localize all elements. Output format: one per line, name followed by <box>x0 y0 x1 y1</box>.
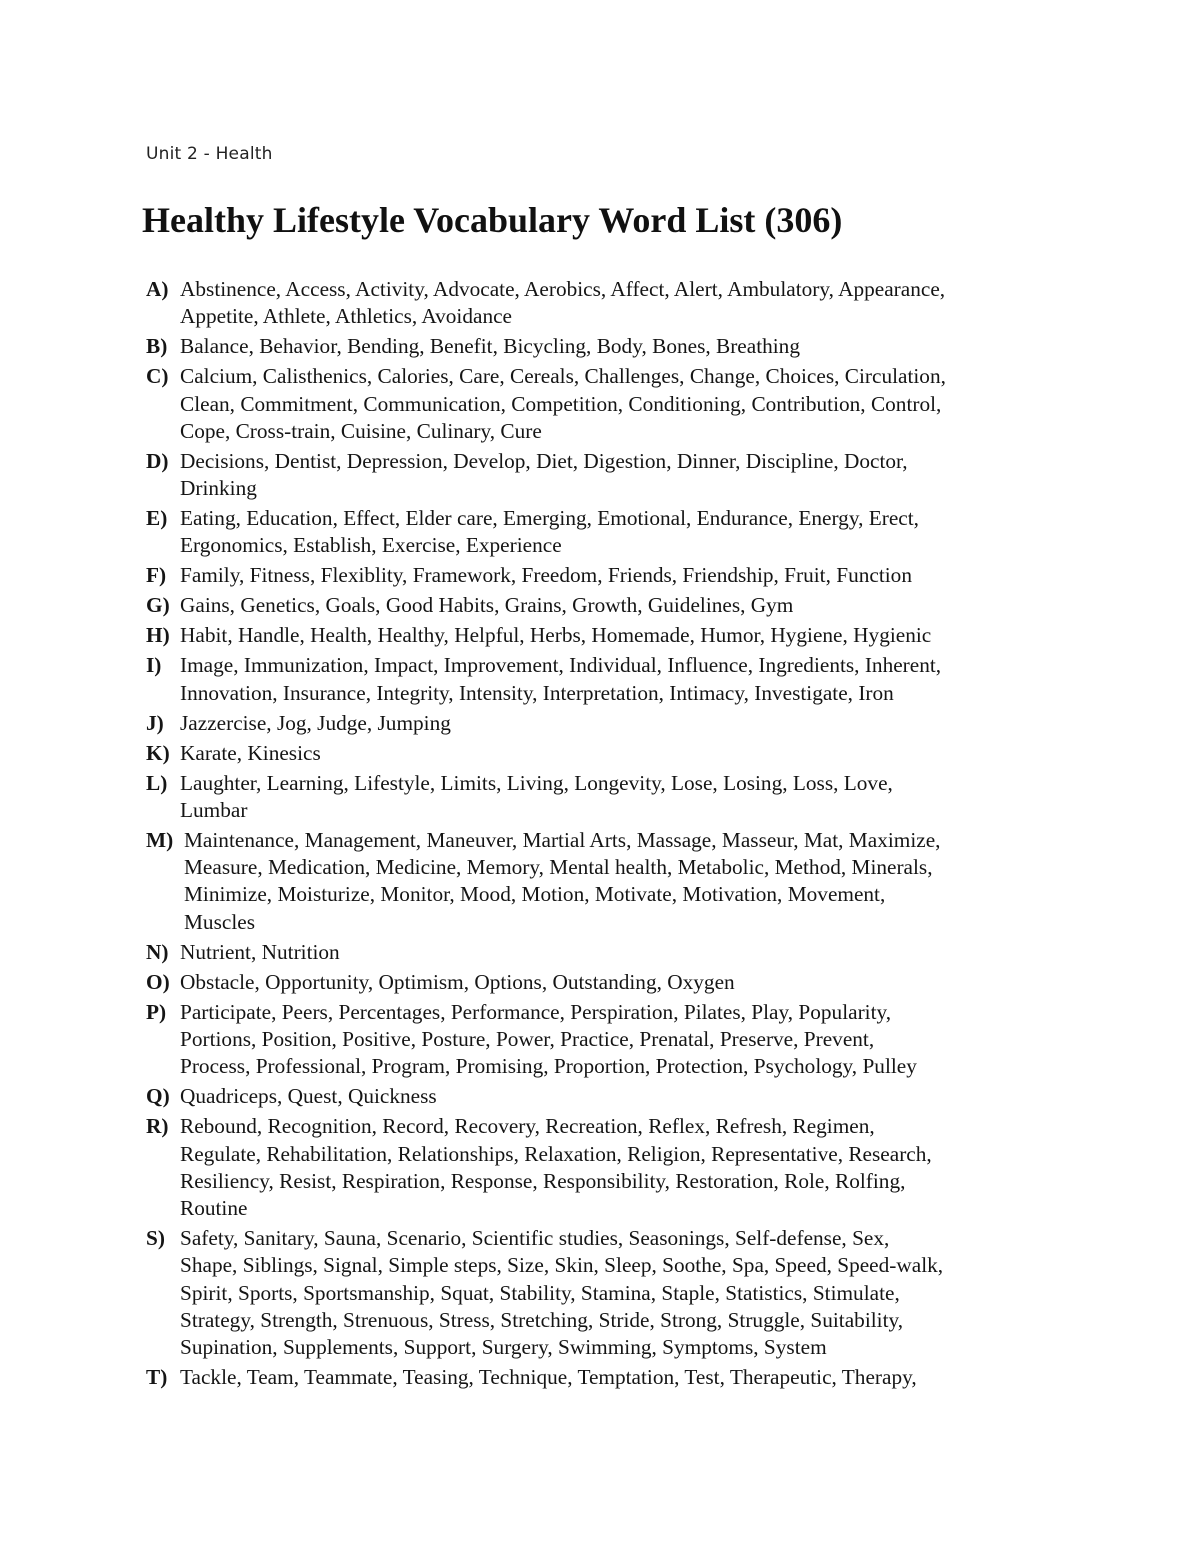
list-item <box>146 652 1046 707</box>
list-item <box>146 1113 1046 1222</box>
entry-words <box>180 363 1046 445</box>
entry-line: Habit, Handle, Health, Healthy, Helpful, Herbs, Homemade, Humor, Hygiene, Hygienic <box>180 623 932 648</box>
list-item <box>146 740 1046 767</box>
unit-label: Unit 2 - Health <box>146 144 273 164</box>
entry-line: Family, Fitness, Flexiblity, Framework, Freedom, Friends, Friendship, Fruit, Function <box>180 563 912 588</box>
list-item <box>146 1083 1046 1110</box>
entry-line: Clean, Commitment, Communication, Competition, Conditioning, Contribution, Control, <box>180 391 942 416</box>
entry-words <box>180 1113 1046 1222</box>
entry-line: Balance, Behavior, Bending, Benefit, Bicycling, Body, Bones, Breathing <box>180 334 800 359</box>
entry-words <box>180 1225 1046 1361</box>
entry-words <box>180 939 1046 966</box>
entry-line: Maintenance, Management, Maneuver, Martial Arts, Massage, Masseur, Mat, Maximize, <box>184 827 941 852</box>
list-item <box>146 999 1046 1081</box>
entry-line: Nutrient, Nutrition <box>180 939 340 964</box>
entry-line: Strategy, Strength, Strenuous, Stress, Stretching, Stride, Strong, Struggle, Suitability, <box>180 1308 904 1333</box>
entry-words <box>180 505 1046 560</box>
entry-line: Quadriceps, Quest, Quickness <box>180 1084 437 1109</box>
entry-line: Resiliency, Resist, Respiration, Response, Responsibility, Restoration, Role, Rolfing, <box>180 1168 906 1193</box>
entry-line: Portions, Position, Positive, Posture, Power, Practice, Prenatal, Preserve, Prevent, <box>180 1027 875 1052</box>
entry-line: Ergonomics, Establish, Exercise, Experience <box>180 533 562 558</box>
entry-letter: J) <box>146 710 164 735</box>
list-item <box>146 622 1046 649</box>
entry-line: Drinking <box>180 476 257 501</box>
entry-words <box>180 448 1046 503</box>
entry-line: Safety, Sanitary, Sauna, Scenario, Scientific studies, Seasonings, Self-defense, Sex, <box>180 1226 890 1251</box>
entry-line: Calcium, Calisthenics, Calories, Care, Cereals, Challenges, Change, Choices, Circulation, <box>180 364 946 389</box>
entry-line: Obstacle, Opportunity, Optimism, Options, Outstanding, Oxygen <box>180 969 735 994</box>
entry-letter: M) <box>146 827 174 852</box>
list-item <box>146 939 1046 966</box>
entry-letter: L) <box>146 770 168 795</box>
list-item <box>146 1225 1046 1361</box>
entry-letter: D) <box>146 448 169 473</box>
entry-line: Routine <box>180 1196 248 1221</box>
entry-line: Jazzercise, Jog, Judge, Jumping <box>180 710 451 735</box>
entry-words <box>180 1083 1046 1110</box>
entry-letter: T) <box>146 1365 168 1390</box>
list-item <box>146 969 1046 996</box>
entry-line: Process, Professional, Program, Promising, Proportion, Protection, Psychology, Pulley <box>180 1054 917 1079</box>
entry-words <box>180 562 1046 589</box>
entry-words <box>180 592 1046 619</box>
list-item <box>146 827 1046 936</box>
entry-line: Gains, Genetics, Goals, Good Habits, Grains, Growth, Guidelines, Gym <box>180 593 794 618</box>
entry-letter: Q) <box>146 1084 170 1109</box>
entry-words <box>180 1364 1046 1391</box>
list-item <box>146 770 1046 825</box>
entry-line: Laughter, Learning, Lifestyle, Limits, Living, Longevity, Lose, Losing, Loss, Love, <box>180 770 893 795</box>
list-item <box>146 562 1046 589</box>
entry-line: Minimize, Moisturize, Monitor, Mood, Motion, Motivate, Motivation, Movement, <box>184 882 886 907</box>
entry-line: Decisions, Dentist, Depression, Develop, Diet, Digestion, Dinner, Discipline, Doctor, <box>180 448 908 473</box>
entry-line: Shape, Siblings, Signal, Simple steps, Size, Skin, Sleep, Soothe, Spa, Speed, Speed-walk, <box>180 1253 944 1278</box>
entry-line: Regulate, Rehabilitation, Relationships, Relaxation, Religion, Representative, Research, <box>180 1141 932 1166</box>
entry-words <box>180 652 1046 707</box>
entry-letter: K) <box>146 740 170 765</box>
list-item <box>146 333 1046 360</box>
entry-words <box>180 710 1046 737</box>
entry-line: Tackle, Team, Teammate, Teasing, Technique, Temptation, Test, Therapeutic, Therapy, <box>180 1365 917 1390</box>
entry-words <box>180 333 1046 360</box>
entry-line: Supination, Supplements, Support, Surgery, Swimming, Symptoms, System <box>180 1335 827 1360</box>
entry-line: Image, Immunization, Impact, Improvement, Individual, Influence, Ingredients, Inherent, <box>180 653 942 678</box>
page-title: Healthy Lifestyle Vocabulary Word List (306) <box>142 200 843 240</box>
list-item <box>146 592 1046 619</box>
entry-letter: G) <box>146 593 170 618</box>
entry-line: Participate, Peers, Percentages, Performance, Perspiration, Pilates, Play, Popularity, <box>180 999 892 1024</box>
entry-words <box>180 770 1046 825</box>
list-item <box>146 363 1046 445</box>
entry-line: Measure, Medication, Medicine, Memory, Mental health, Metabolic, Method, Minerals, <box>184 855 933 880</box>
entry-letter: S) <box>146 1226 165 1251</box>
vocabulary-list <box>146 276 1046 1394</box>
entry-line: Rebound, Recognition, Record, Recovery, Recreation, Reflex, Refresh, Regimen, <box>180 1114 875 1139</box>
list-item <box>146 505 1046 560</box>
list-item <box>146 276 1046 331</box>
entry-words <box>180 276 1046 331</box>
entry-letter: N) <box>146 939 169 964</box>
entry-words <box>180 999 1046 1081</box>
entry-line: Spirit, Sports, Sportsmanship, Squat, Stability, Stamina, Staple, Statistics, Stimulate, <box>180 1280 900 1305</box>
entry-line: Cope, Cross-train, Cuisine, Culinary, Cure <box>180 418 542 443</box>
entry-letter: P) <box>146 999 167 1024</box>
entry-words <box>180 740 1046 767</box>
entry-line: Eating, Education, Effect, Elder care, Emerging, Emotional, Endurance, Energy, Erect, <box>180 506 919 531</box>
entry-letter: F) <box>146 563 167 588</box>
entry-words <box>180 622 1046 649</box>
entry-letter: I) <box>146 653 162 678</box>
entry-line: Karate, Kinesics <box>180 740 321 765</box>
entry-words <box>180 969 1046 996</box>
entry-line: Lumbar <box>180 797 248 822</box>
entry-letter: E) <box>146 506 168 531</box>
entry-line: Abstinence, Access, Activity, Advocate, Aerobics, Affect, Alert, Ambulatory, Appearance, <box>180 277 946 301</box>
entry-line: Muscles <box>184 909 255 934</box>
list-item <box>146 710 1046 737</box>
entry-letter: R) <box>146 1114 169 1139</box>
list-item <box>146 1364 1046 1391</box>
entry-line: Appetite, Athlete, Athletics, Avoidance <box>180 304 512 329</box>
list-item <box>146 448 1046 503</box>
entry-letter: O) <box>146 969 170 994</box>
entry-line: Innovation, Insurance, Integrity, Intensity, Interpretation, Intimacy, Investigate, Iron <box>180 680 894 705</box>
entry-letter: A) <box>146 277 169 301</box>
entry-letter: C) <box>146 364 169 389</box>
entry-letter: B) <box>146 334 168 359</box>
entry-letter: H) <box>146 623 170 648</box>
entry-words <box>184 827 1046 936</box>
